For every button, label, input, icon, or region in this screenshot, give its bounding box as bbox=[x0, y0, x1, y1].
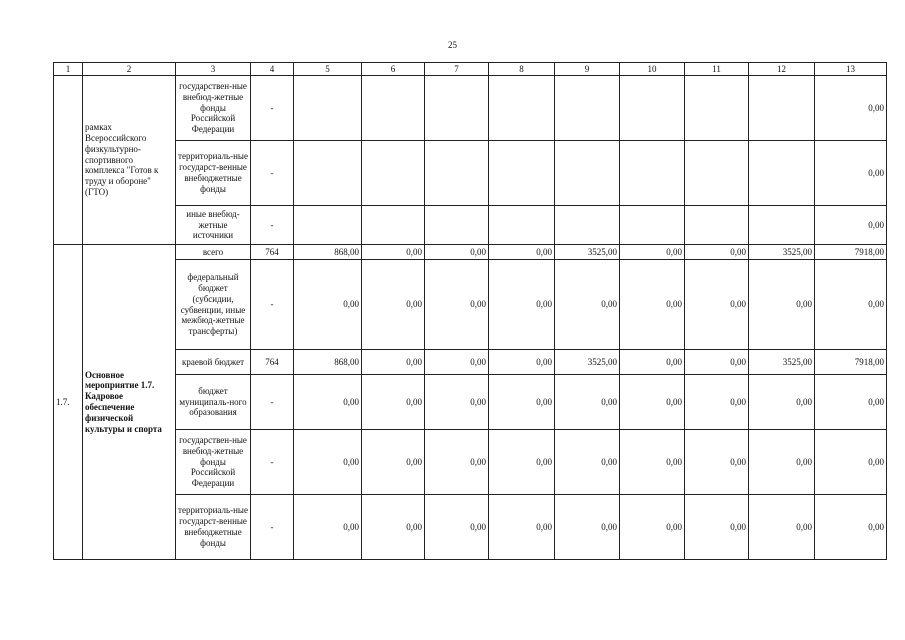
cell-col-13: 7918,00 bbox=[815, 350, 887, 375]
column-header-1: 1 bbox=[54, 63, 83, 76]
column-header-11: 11 bbox=[685, 63, 749, 76]
column-header-2: 2 bbox=[83, 63, 176, 76]
column-header-8: 8 bbox=[489, 63, 555, 76]
cell-col-12 bbox=[749, 76, 815, 141]
budget-table bbox=[53, 62, 887, 560]
cell-col-8: 0,00 bbox=[489, 375, 555, 430]
cell-col-7 bbox=[425, 141, 489, 206]
cell-col-6 bbox=[362, 76, 425, 141]
cell-col-6 bbox=[362, 141, 425, 206]
cell-col-11: 0,00 bbox=[685, 430, 749, 495]
funding-source: всего bbox=[176, 245, 251, 260]
cell-col-11 bbox=[685, 76, 749, 141]
cell-col-11: 0,00 bbox=[685, 350, 749, 375]
cell-col-12: 0,00 bbox=[749, 375, 815, 430]
cell-col-7 bbox=[425, 76, 489, 141]
cell-col-7: 0,00 bbox=[425, 430, 489, 495]
funding-source: краевой бюджет bbox=[176, 350, 251, 375]
cell-col-4: 764 bbox=[251, 245, 294, 260]
row-code bbox=[54, 76, 83, 245]
column-header-4: 4 bbox=[251, 63, 294, 76]
cell-col-4: - bbox=[251, 76, 294, 141]
table-row bbox=[54, 206, 887, 245]
table-row bbox=[54, 76, 887, 141]
cell-col-13: 0,00 bbox=[815, 375, 887, 430]
cell-col-11 bbox=[685, 206, 749, 245]
cell-col-10: 0,00 bbox=[620, 375, 685, 430]
cell-col-4: - bbox=[251, 375, 294, 430]
cell-col-10 bbox=[620, 141, 685, 206]
cell-col-11: 0,00 bbox=[685, 375, 749, 430]
table-row bbox=[54, 350, 887, 375]
event-name: Основное мероприятие 1.7. Кадровое обеспечение физической культуры и спорта bbox=[83, 245, 176, 560]
cell-col-8: 0,00 bbox=[489, 495, 555, 560]
column-header-3: 3 bbox=[176, 63, 251, 76]
cell-col-5 bbox=[294, 141, 362, 206]
cell-col-12: 0,00 bbox=[749, 430, 815, 495]
cell-col-5: 0,00 bbox=[294, 495, 362, 560]
funding-source: государствен-ные внебюд-жетные фонды Российской Федерации bbox=[176, 76, 251, 141]
cell-col-13: 0,00 bbox=[815, 76, 887, 141]
cell-col-4: - bbox=[251, 206, 294, 245]
cell-col-10: 0,00 bbox=[620, 260, 685, 350]
funding-source: федеральный бюджет (субсидии, субвенции, иные межбюд-жетные трансферты) bbox=[176, 260, 251, 350]
table-row bbox=[54, 141, 887, 206]
table-row bbox=[54, 260, 887, 350]
table-row bbox=[54, 245, 887, 260]
cell-col-6 bbox=[362, 206, 425, 245]
cell-col-9: 3525,00 bbox=[555, 245, 620, 260]
cell-col-7: 0,00 bbox=[425, 245, 489, 260]
cell-col-4: - bbox=[251, 430, 294, 495]
cell-col-10: 0,00 bbox=[620, 245, 685, 260]
cell-col-4: - bbox=[251, 260, 294, 350]
row-code: 1.7. bbox=[54, 245, 83, 560]
table-row bbox=[54, 495, 887, 560]
cell-col-5: 0,00 bbox=[294, 375, 362, 430]
cell-col-9 bbox=[555, 206, 620, 245]
cell-col-7: 0,00 bbox=[425, 375, 489, 430]
cell-col-12 bbox=[749, 141, 815, 206]
cell-col-5: 0,00 bbox=[294, 260, 362, 350]
cell-col-6: 0,00 bbox=[362, 245, 425, 260]
cell-col-6: 0,00 bbox=[362, 375, 425, 430]
cell-col-11: 0,00 bbox=[685, 245, 749, 260]
cell-col-8: 0,00 bbox=[489, 260, 555, 350]
cell-col-6: 0,00 bbox=[362, 260, 425, 350]
cell-col-7: 0,00 bbox=[425, 260, 489, 350]
funding-source: территориаль-ные государст-венные внебюджетные фонды bbox=[176, 495, 251, 560]
cell-col-10: 0,00 bbox=[620, 430, 685, 495]
cell-col-4: - bbox=[251, 141, 294, 206]
column-header-6: 6 bbox=[362, 63, 425, 76]
header-row bbox=[54, 63, 887, 76]
funding-source: территориаль-ные государст-венные внебюджетные фонды bbox=[176, 141, 251, 206]
cell-col-6: 0,00 bbox=[362, 350, 425, 375]
cell-col-8 bbox=[489, 206, 555, 245]
cell-col-7: 0,00 bbox=[425, 495, 489, 560]
cell-col-8: 0,00 bbox=[489, 430, 555, 495]
funding-source: бюджет муниципаль-ного образования bbox=[176, 375, 251, 430]
column-header-10: 10 bbox=[620, 63, 685, 76]
funding-source: иные внебюд-жетные источники bbox=[176, 206, 251, 245]
cell-col-13: 0,00 bbox=[815, 206, 887, 245]
cell-col-5 bbox=[294, 206, 362, 245]
page-number: 25 bbox=[448, 40, 457, 50]
table-row bbox=[54, 375, 887, 430]
cell-col-4: - bbox=[251, 495, 294, 560]
cell-col-10: 0,00 bbox=[620, 350, 685, 375]
cell-col-12: 3525,00 bbox=[749, 245, 815, 260]
cell-col-5: 868,00 bbox=[294, 245, 362, 260]
column-header-5: 5 bbox=[294, 63, 362, 76]
cell-col-4: 764 bbox=[251, 350, 294, 375]
cell-col-9: 0,00 bbox=[555, 375, 620, 430]
cell-col-8: 0,00 bbox=[489, 245, 555, 260]
cell-col-7 bbox=[425, 206, 489, 245]
cell-col-8 bbox=[489, 141, 555, 206]
cell-col-9 bbox=[555, 141, 620, 206]
cell-col-7: 0,00 bbox=[425, 350, 489, 375]
cell-col-13: 0,00 bbox=[815, 430, 887, 495]
cell-col-11: 0,00 bbox=[685, 495, 749, 560]
column-header-7: 7 bbox=[425, 63, 489, 76]
column-header-9: 9 bbox=[555, 63, 620, 76]
cell-col-9 bbox=[555, 76, 620, 141]
cell-col-13: 0,00 bbox=[815, 260, 887, 350]
cell-col-12 bbox=[749, 206, 815, 245]
cell-col-8: 0,00 bbox=[489, 350, 555, 375]
cell-col-11: 0,00 bbox=[685, 260, 749, 350]
cell-col-10 bbox=[620, 206, 685, 245]
cell-col-9: 0,00 bbox=[555, 260, 620, 350]
column-header-13: 13 bbox=[815, 63, 887, 76]
cell-col-6: 0,00 bbox=[362, 495, 425, 560]
cell-col-5: 0,00 bbox=[294, 430, 362, 495]
cell-col-13: 0,00 bbox=[815, 141, 887, 206]
cell-col-13: 0,00 bbox=[815, 495, 887, 560]
cell-col-6: 0,00 bbox=[362, 430, 425, 495]
column-header-12: 12 bbox=[749, 63, 815, 76]
cell-col-5: 868,00 bbox=[294, 350, 362, 375]
event-name: рамках Всероссийского физкультурно-спортивного комплекса "Готов к труду и обороне" (ГТО) bbox=[83, 76, 176, 245]
cell-col-5 bbox=[294, 76, 362, 141]
cell-col-11 bbox=[685, 141, 749, 206]
cell-col-9: 0,00 bbox=[555, 430, 620, 495]
funding-source: государствен-ные внебюд-жетные фонды Российской Федерации bbox=[176, 430, 251, 495]
cell-col-12: 3525,00 bbox=[749, 350, 815, 375]
cell-col-10: 0,00 bbox=[620, 495, 685, 560]
table-row bbox=[54, 430, 887, 495]
cell-col-10 bbox=[620, 76, 685, 141]
cell-col-12: 0,00 bbox=[749, 260, 815, 350]
cell-col-9: 3525,00 bbox=[555, 350, 620, 375]
cell-col-8 bbox=[489, 76, 555, 141]
cell-col-13: 7918,00 bbox=[815, 245, 887, 260]
cell-col-9: 0,00 bbox=[555, 495, 620, 560]
cell-col-12: 0,00 bbox=[749, 495, 815, 560]
